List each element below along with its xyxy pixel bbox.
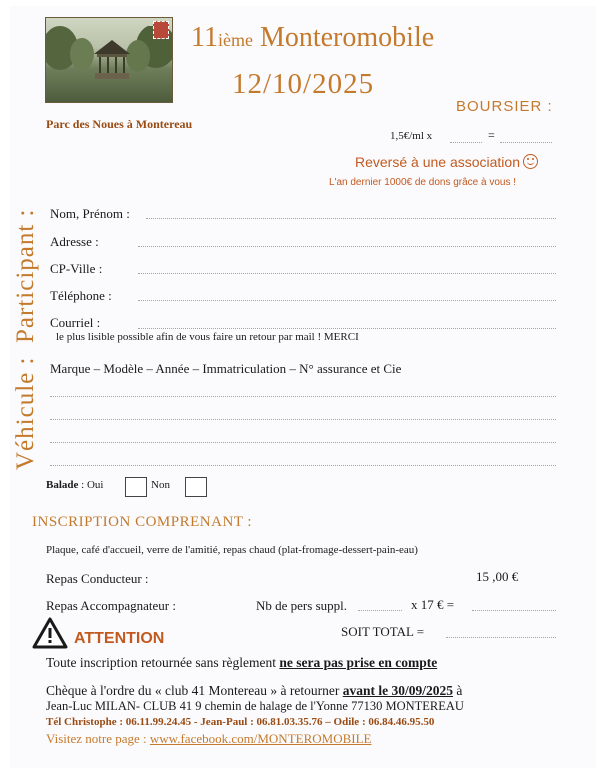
vehicle-fields-label: Marque – Modèle – Année – Immatriculation – N° assurance et Cie: [50, 361, 402, 376]
balade-label: Balade: [46, 479, 79, 491]
cheque-text-pre: Chèque à l'ordre du « club 41 Montereau » à retourner: [46, 683, 340, 698]
phone-label: Téléphone :: [50, 288, 112, 303]
facebook-link[interactable]: www.facebook.com/MONTEROMOBILE: [149, 731, 372, 746]
bandstand-photo: [45, 17, 173, 103]
city-field[interactable]: [138, 273, 556, 274]
address-field[interactable]: [138, 246, 556, 247]
vehicle-line-3[interactable]: [50, 442, 556, 443]
venue: Parc des Noues à Montereau: [46, 117, 193, 131]
city-label: CP-Ville :: [50, 261, 103, 276]
companion-meal-price: x 17 € =: [411, 597, 455, 612]
total-field[interactable]: [446, 637, 556, 638]
vehicle-line-2[interactable]: [50, 419, 556, 420]
club-address: Jean-Luc MILAN- CLUB 41 9 chemin de halage de l'Yonne 77130 MONTEREAU: [46, 699, 464, 713]
balade-non-checkbox[interactable]: [185, 477, 207, 497]
event-title: [191, 22, 434, 54]
balade-oui-label: Oui: [86, 479, 104, 491]
last-year-donations: L'an dernier 1000€ de dons grâce à vous !: [329, 177, 517, 188]
bandstand-icon: [90, 38, 134, 82]
companion-count-label: Nb de pers suppl.: [256, 598, 347, 613]
inscription-title: INSCRIPTION COMPRENANT :: [32, 514, 253, 530]
vehicle-section-label: Véhicule :: [12, 356, 39, 470]
boursier-total-field[interactable]: [500, 142, 552, 143]
balade-oui-checkbox[interactable]: [125, 477, 147, 497]
balade-row: [46, 479, 103, 491]
boursier-price: 1,5€/ml x: [390, 130, 433, 142]
companion-meal-label: Repas Accompagnateur :: [46, 598, 176, 613]
address-label: Adresse :: [50, 234, 99, 249]
boursier-ml-field[interactable]: [450, 142, 482, 143]
attention-text-pre: Toute inscription retournée sans règlement: [46, 655, 276, 670]
vehicle-line-1[interactable]: [50, 396, 556, 397]
cheque-line: [46, 683, 462, 699]
name-field[interactable]: [146, 218, 556, 219]
participant-section-label: Participant :: [12, 208, 39, 343]
donation-note: [355, 154, 538, 170]
contact-phones: Tél Christophe : 06.11.99.24.45 - Jean-Paul : 06.81.03.35.76 – Odile : 06.84.46.95.50: [46, 716, 435, 728]
balade-non-label: Non: [151, 479, 170, 491]
title-name: Monteromobile: [259, 22, 435, 53]
inscription-includes: Plaque, café d'accueil, verre de l'amitié, repas chaud (plat-fromage-dessert-pain-eau): [46, 544, 418, 556]
cheque-deadline: avant le 30/09/2025: [342, 683, 453, 698]
visit-line: [46, 731, 371, 747]
companion-total-field[interactable]: [472, 610, 556, 611]
attention-title: ATTENTION: [74, 630, 165, 647]
boursier-equals: =: [488, 128, 495, 142]
postage-stamp-icon: [153, 21, 169, 39]
total-label: SOIT TOTAL =: [341, 624, 425, 639]
balade-colon: :: [81, 479, 85, 491]
smiley-icon: [523, 154, 538, 169]
name-label: Nom, Prénom :: [50, 206, 130, 221]
attention-text: [46, 655, 437, 671]
email-note: le plus lisible possible afin de vous faire un retour par mail ! MERCI: [56, 331, 359, 343]
title-number: 11: [191, 22, 218, 53]
attention-text-bold: ne sera pas prise en compte: [279, 655, 438, 670]
driver-meal-label: Repas Conducteur :: [46, 571, 149, 586]
vehicle-line-4[interactable]: [50, 465, 556, 466]
companion-count-field[interactable]: [358, 610, 402, 611]
cheque-text-post: à: [456, 683, 463, 698]
boursier-title: BOURSIER :: [456, 98, 553, 115]
driver-meal-price: 15 ,00 €: [476, 569, 519, 584]
phone-field[interactable]: [138, 300, 556, 301]
email-label: Courriel :: [50, 315, 101, 330]
title-suffix: ième: [217, 30, 253, 50]
visit-label: Visitez notre page :: [46, 731, 147, 746]
email-field[interactable]: [138, 328, 556, 329]
warning-icon: [32, 617, 68, 649]
event-date: 12/10/2025: [232, 68, 375, 100]
donation-text: Reversé à une association: [355, 154, 520, 170]
